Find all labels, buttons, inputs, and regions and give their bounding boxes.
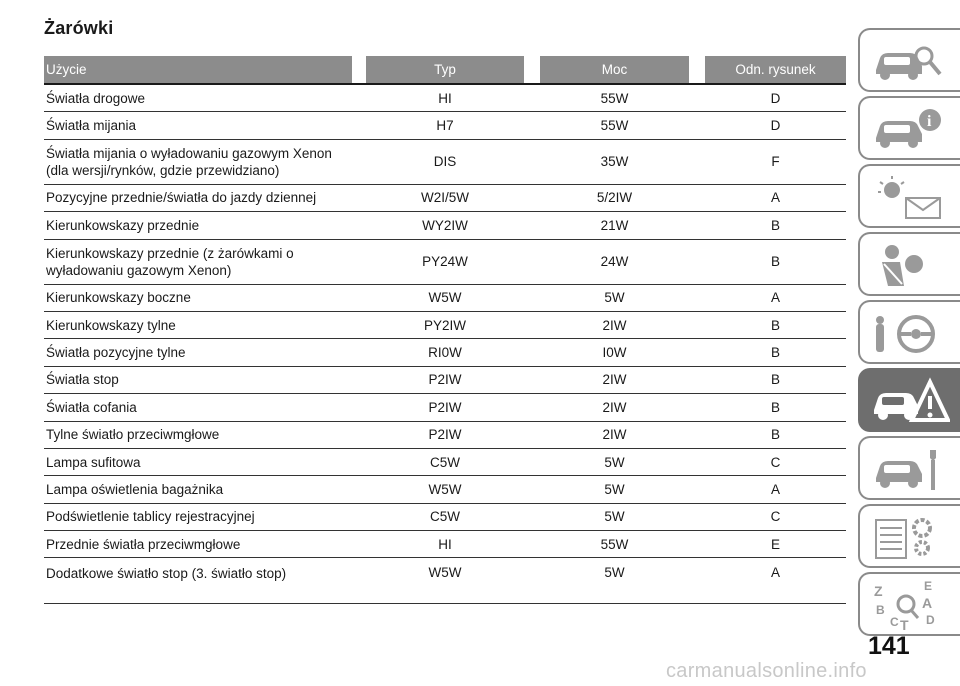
cell-type: C5W <box>366 504 540 531</box>
cell-usage: Dodatkowe światło stop (3. światło stop) <box>44 558 366 604</box>
table-row <box>44 339 846 366</box>
cell-figure-ref: A <box>705 285 846 312</box>
cell-type: H7 <box>366 112 540 139</box>
table-row <box>44 185 846 212</box>
cell-figure-ref: F <box>705 140 846 185</box>
watermark: carmanualsonline.info <box>666 660 867 682</box>
cell-figure-ref: A <box>705 558 846 604</box>
tab-warning-lights[interactable] <box>858 164 960 228</box>
cell-figure-ref: D <box>705 85 846 112</box>
cell-power: 5/2IW <box>540 185 705 212</box>
tab-technical-data[interactable] <box>858 504 960 568</box>
header-usage: Użycie <box>44 56 366 85</box>
cell-figure-ref: C <box>705 449 846 476</box>
cell-power: 5W <box>540 285 705 312</box>
index-letter: T <box>900 617 909 632</box>
cell-power: 2IW <box>540 312 705 339</box>
cell-usage: Światła mijania <box>44 112 366 139</box>
cell-usage: Kierunkowskazy przednie <box>44 212 366 239</box>
table-row <box>44 504 846 531</box>
cell-power: 2IW <box>540 367 705 394</box>
cell-power: 2IW <box>540 394 705 421</box>
cell-figure-ref: A <box>705 185 846 212</box>
page-title: Żarówki <box>44 18 114 38</box>
cell-figure-ref: B <box>705 367 846 394</box>
table-header-row <box>44 56 846 85</box>
cell-figure-ref: B <box>705 394 846 421</box>
tab-safety[interactable] <box>858 232 960 296</box>
tab-car-info[interactable] <box>858 96 960 160</box>
cell-figure-ref: B <box>705 312 846 339</box>
cell-usage: Światła drogowe <box>44 85 366 112</box>
cell-figure-ref: E <box>705 531 846 558</box>
table-row <box>44 422 846 449</box>
index-letter: D <box>926 613 935 627</box>
cell-usage: Lampa oświetlenia bagażnika <box>44 476 366 503</box>
cell-usage: Lampa sufitowa <box>44 449 366 476</box>
tab-maintenance[interactable] <box>858 436 960 500</box>
cell-figure-ref: D <box>705 112 846 139</box>
cell-power: 55W <box>540 112 705 139</box>
cell-type: C5W <box>366 449 540 476</box>
cell-power: 35W <box>540 140 705 185</box>
cell-figure-ref: B <box>705 212 846 239</box>
cell-type: W5W <box>366 558 540 604</box>
cell-usage-line: Kierunkowskazy przednie (z żarówkami o <box>46 245 294 261</box>
header-figure-ref: Odn. rysunek <box>705 56 846 85</box>
cell-power: 5W <box>540 504 705 531</box>
header-power: Moc <box>540 56 705 85</box>
cell-figure-ref: B <box>705 422 846 449</box>
index-letter: B <box>876 603 885 617</box>
cell-power: 5W <box>540 558 705 604</box>
cell-usage: Przednie światła przeciwmgłowe <box>44 531 366 558</box>
cell-usage: Podświetlenie tablicy rejestracyjnej <box>44 504 366 531</box>
table-row <box>44 558 846 604</box>
cell-power: 2IW <box>540 422 705 449</box>
table-row <box>44 449 846 476</box>
table-row <box>44 212 846 239</box>
cell-power: 24W <box>540 240 705 285</box>
bulbs-table <box>44 56 846 604</box>
cell-power: 55W <box>540 85 705 112</box>
index-letter: Z <box>874 583 883 599</box>
table-row <box>44 140 846 185</box>
tab-emergency[interactable] <box>858 368 960 432</box>
cell-type: P2IW <box>366 422 540 449</box>
cell-usage <box>44 140 366 185</box>
table-row <box>44 240 846 285</box>
steering-wheel-key-icon <box>870 308 950 358</box>
tab-index[interactable] <box>858 572 960 636</box>
svg-text:i: i <box>927 113 932 130</box>
alphabetical-index-icon <box>870 580 950 632</box>
airbag-passenger-icon <box>870 240 950 290</box>
cell-figure-ref: B <box>705 240 846 285</box>
table-row <box>44 476 846 503</box>
car-search-icon <box>870 36 950 86</box>
cell-power: I0W <box>540 339 705 366</box>
table-row <box>44 531 846 558</box>
cell-type: HI <box>366 85 540 112</box>
table-row <box>44 285 846 312</box>
cell-type: P2IW <box>366 394 540 421</box>
page-number: 141 <box>868 632 910 660</box>
cell-type: PY2IW <box>366 312 540 339</box>
table-row <box>44 367 846 394</box>
cell-usage-line: wyładowaniu gazowym Xenon) <box>46 262 232 278</box>
index-letter: E <box>924 580 933 593</box>
cell-usage: Światła stop <box>44 367 366 394</box>
list-gears-icon <box>870 512 950 562</box>
tab-car-search[interactable] <box>858 28 960 92</box>
cell-type: W2I/5W <box>366 185 540 212</box>
car-warning-triangle-icon <box>870 376 950 426</box>
cell-power: 55W <box>540 531 705 558</box>
cell-usage-line: (dla wersji/rynków, gdzie przewidziano) <box>46 162 280 178</box>
cell-power: 5W <box>540 476 705 503</box>
index-letter: A <box>922 595 933 611</box>
cell-power: 5W <box>540 449 705 476</box>
cell-figure-ref: C <box>705 504 846 531</box>
cell-power: 21W <box>540 212 705 239</box>
car-info-icon <box>870 104 950 154</box>
cell-usage: Światła pozycyjne tylne <box>44 339 366 366</box>
cell-type: P2IW <box>366 367 540 394</box>
cell-type: WY2IW <box>366 212 540 239</box>
index-letter: C <box>890 615 899 629</box>
cell-type: RI0W <box>366 339 540 366</box>
table-row <box>44 394 846 421</box>
header-type: Typ <box>366 56 540 85</box>
cell-usage: Pozycyjne przednie/światła do jazdy dziennej <box>44 185 366 212</box>
table-row <box>44 112 846 139</box>
cell-usage: Tylne światło przeciwmgłowe <box>44 422 366 449</box>
warning-light-message-icon <box>870 172 950 222</box>
cell-type: DIS <box>366 140 540 185</box>
cell-type: PY24W <box>366 240 540 285</box>
car-wrench-icon <box>870 444 950 494</box>
cell-type: HI <box>366 531 540 558</box>
cell-figure-ref: A <box>705 476 846 503</box>
cell-usage: Kierunkowskazy boczne <box>44 285 366 312</box>
table-row <box>44 312 846 339</box>
cell-type: W5W <box>366 476 540 503</box>
cell-figure-ref: B <box>705 339 846 366</box>
cell-usage-line: Światła mijania o wyładowaniu gazowym Xenon <box>46 145 332 161</box>
table-row <box>44 85 846 112</box>
cell-usage: Światła cofania <box>44 394 366 421</box>
tab-starting-driving[interactable] <box>858 300 960 364</box>
cell-usage <box>44 240 366 285</box>
cell-type: W5W <box>366 285 540 312</box>
cell-usage: Kierunkowskazy tylne <box>44 312 366 339</box>
